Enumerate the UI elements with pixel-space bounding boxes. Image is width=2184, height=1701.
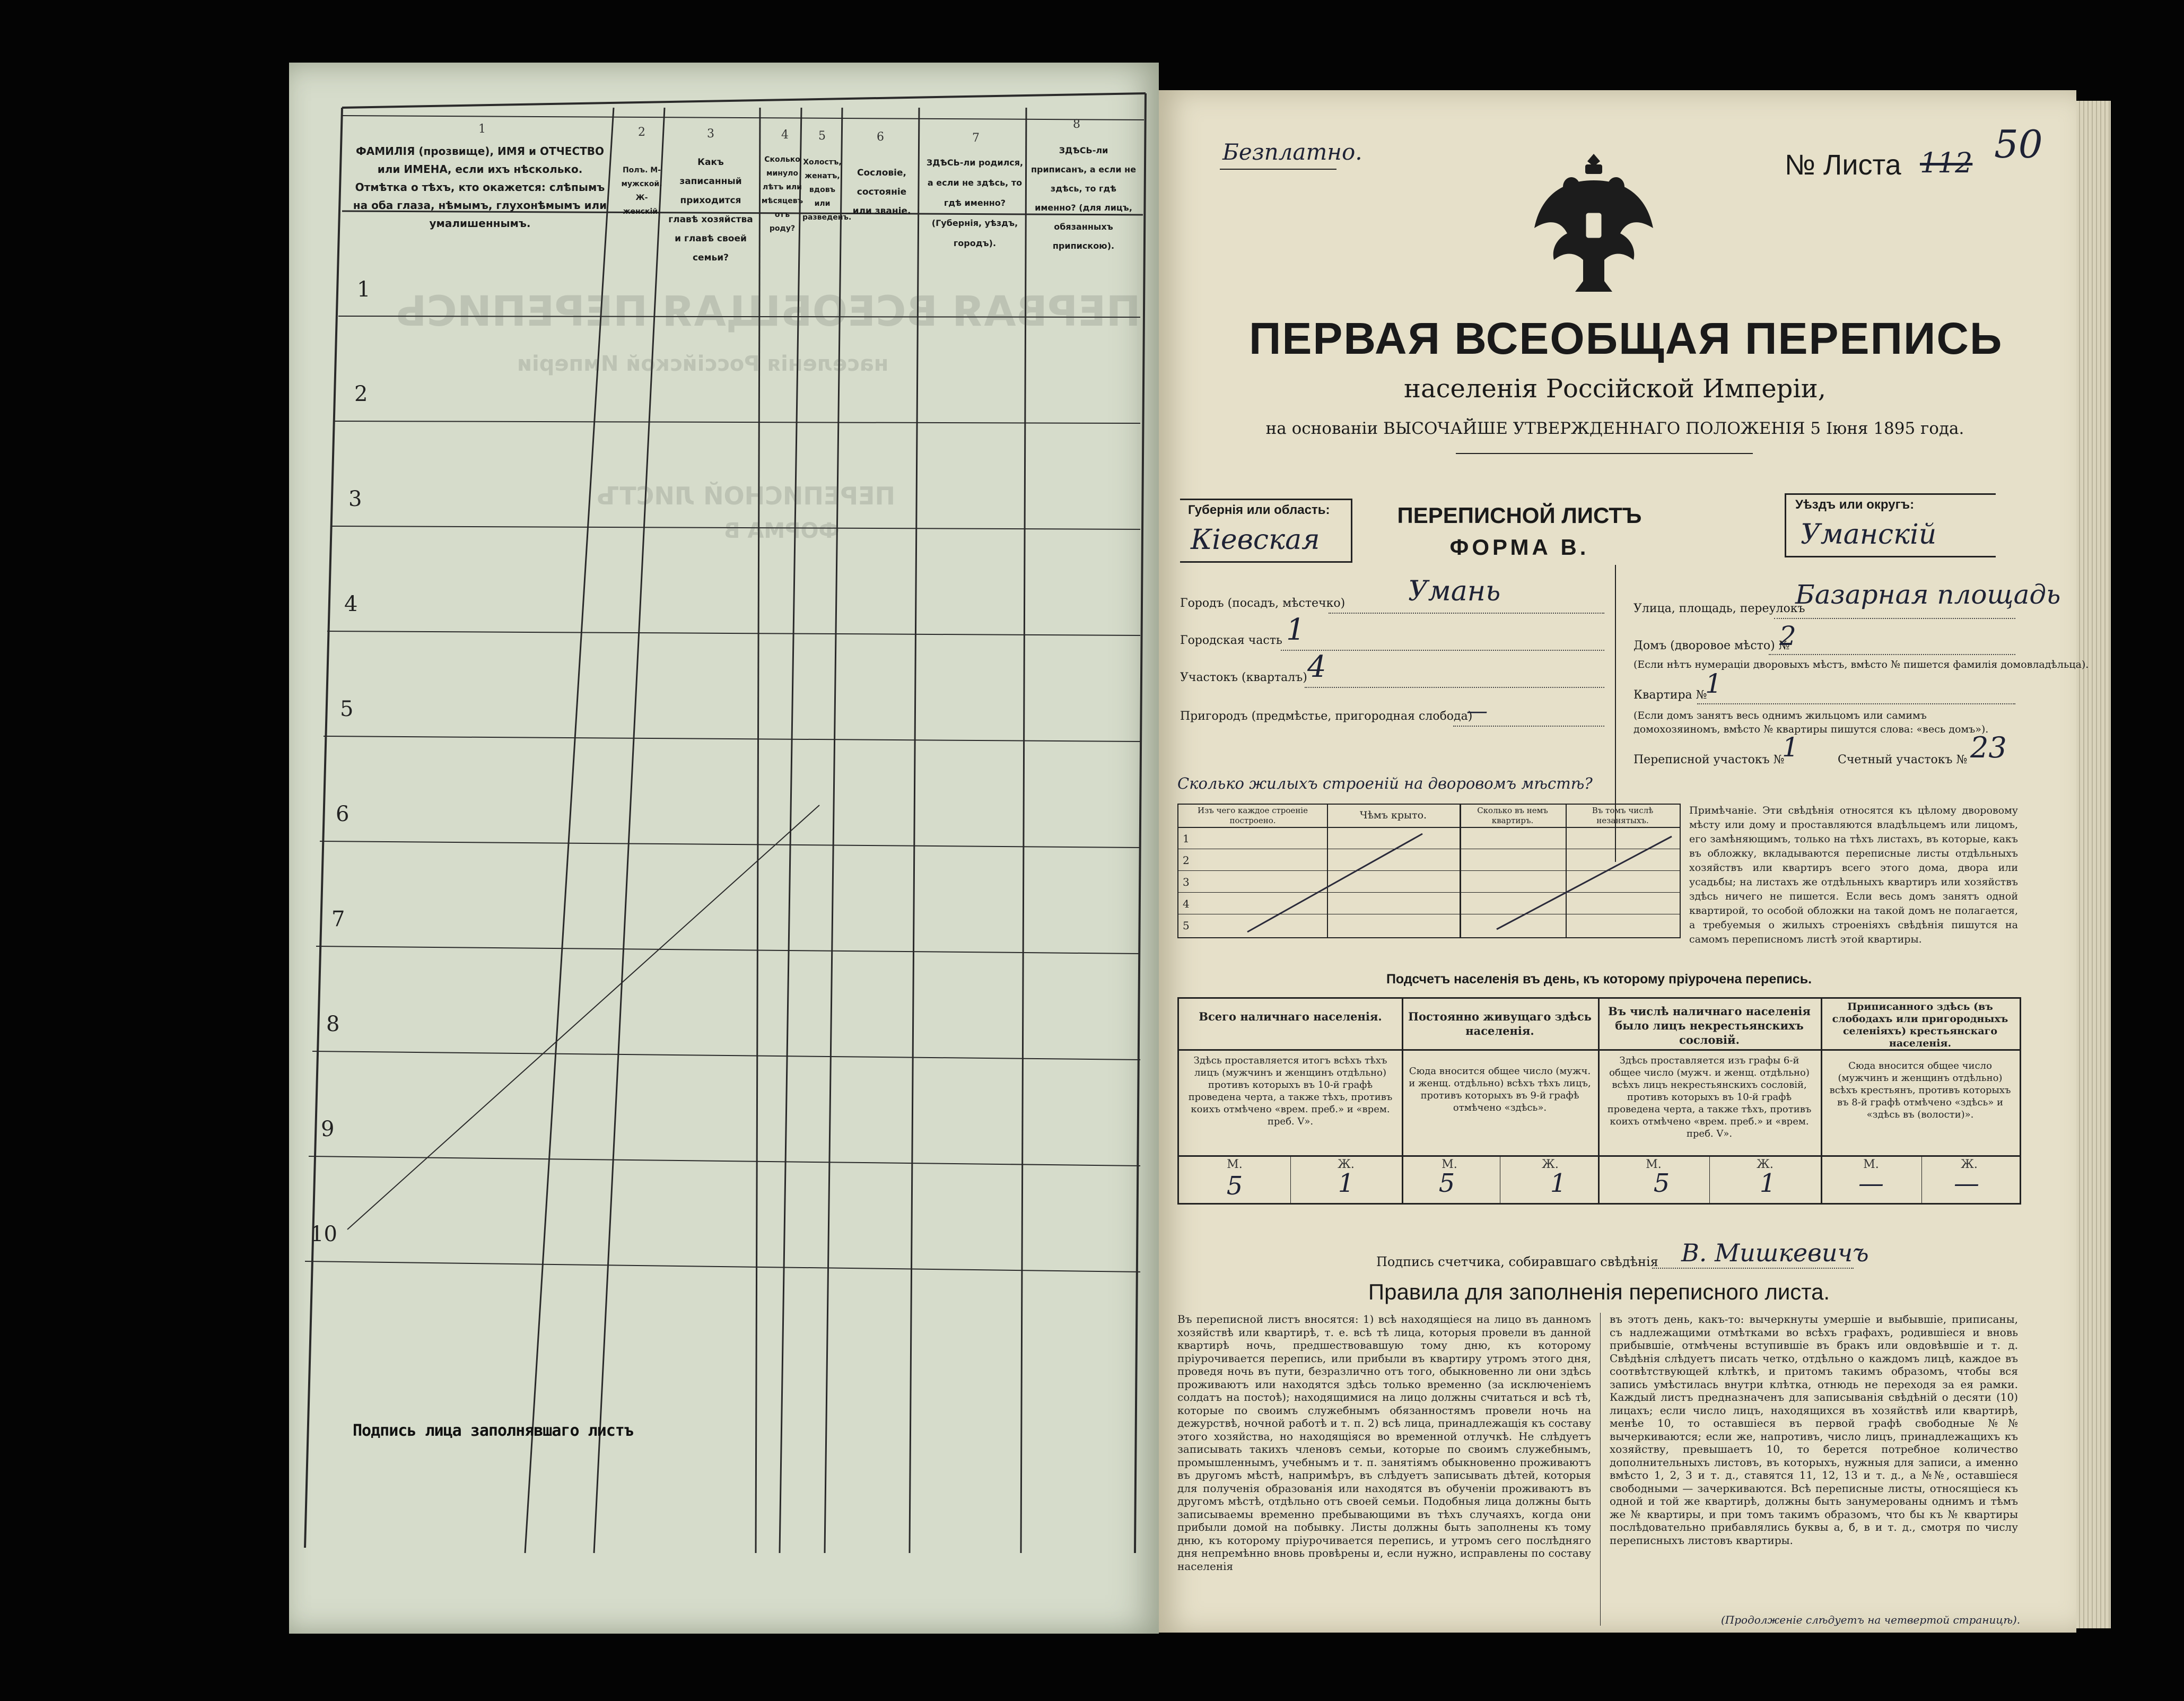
- field-label-city: Городъ (посадъ, мѣстечко): [1180, 597, 1346, 610]
- buildings-row-number: 3: [1183, 876, 1190, 888]
- table-row-line: [320, 841, 1140, 848]
- buildings-row-number: 4: [1183, 897, 1190, 910]
- summary-head-total: Всего наличнаго населенія.: [1199, 1010, 1382, 1023]
- diagonal-pen-stroke: [347, 805, 819, 1229]
- rules-right-column: въ этотъ день, какъ-то: вычеркнуты умершіе и выбывшіе, приписаны, съ надлежащими отмѣтками во всѣхъ графахъ, родившіеся и вновь прибывшіе, отмѣчены вступившіе въ бракъ или овдовѣвшіе и т. д. Свѣдѣнія слѣдуетъ писать четко, отдѣльно о каждомъ лицѣ, каждое въ соотвѣтствующей клѣткѣ, и притомъ такимъ образомъ, чтобы вся запись умѣстилась внутри клѣтка, отнюдь не переходя за ея рамки. Каждый листъ предназначенъ для записыванія свѣдѣній о десяти (10) лицахъ; если число лицъ, находящихся въ хозяйствѣ или квартирѣ, менѣе 10, то оставшіеся въ первой графѣ свободные №№ вычеркиваются; если же, напротивъ, число лицъ, принадлежащихъ къ хозяйству, превышаетъ 10, то берется потребное количество дополнительныхъ листовъ, въ которыхъ, нужныя для записи, а именно вмѣсто 1, 2, 3 и т. д., ставятся 11, 12, 13 и т. д., а №№, оставшіеся свободными — зачеркиваются. Всѣ переписные листы, относящіеся къ одной и той же квартирѣ, должны быть занумерованы однимъ и тѣмъ же № квартиры, и при томъ такимъ образомъ, что бы къ № квартиры послѣдовательно прибавлялись буквы а, б, в и т. д., смотря по числу переписныхъ листовъ квартиры.: [1610, 1313, 2018, 1547]
- buildings-strikethrough: [1178, 805, 1680, 937]
- table-border-top: [342, 93, 1146, 108]
- census-district-value: 1: [1782, 732, 1799, 763]
- ghost-form-subtitle: ФОРМА В: [724, 519, 840, 543]
- header-estate: Сословіе, состояніе или званіе.: [852, 168, 911, 216]
- census-district-label: Переписной участокъ №: [1633, 753, 1785, 766]
- rules-continuation: (Продолженіе слѣдуетъ на четвертой страницѣ).: [1721, 1613, 2021, 1626]
- gubernia-label: Губернія или область:: [1188, 503, 1330, 517]
- buildings-table: [1177, 804, 1681, 938]
- field-line-suburb: [1453, 726, 1604, 727]
- row-number: 10: [310, 1222, 337, 1246]
- column-number: 2: [638, 126, 645, 139]
- count-peasant-m: —: [1858, 1168, 1884, 1198]
- uezd-label: Уѣздъ или округъ:: [1795, 498, 1915, 512]
- summary-body-total: Здѣсь проставляется итогъ всѣхъ тѣхъ лицъ (мужчинъ и женщинъ отдѣльно) противъ которыхъ въ 10-й графѣ проведена черта, а также тѣхъ, противъ коихъ отмѣчено «врем. преб.» и «врем. преб. V».: [1188, 1055, 1393, 1127]
- sex-label-m: М.: [1227, 1158, 1243, 1171]
- form-subtitle: ФОРМА В.: [1449, 535, 1589, 560]
- gubernia-value: Кіевская: [1191, 524, 1320, 556]
- imperial-eagle-emblem: [1530, 149, 1657, 297]
- field-label-suburb: Пригородъ (предмѣстье, пригородная слобода): [1180, 710, 1473, 723]
- summary-body-permanent: Сюда вносится общее число (мужч. и женщ. отдѣльно) всѣхъ тѣхъ лицъ, противъ которыхъ въ 9-й графѣ отмѣчено «здѣсь».: [1409, 1066, 1591, 1113]
- count-peasant-f: —: [1954, 1168, 1979, 1198]
- apartment-value: 1: [1705, 668, 1722, 699]
- house-label: Домъ (дворовое мѣсто) №: [1633, 639, 1790, 652]
- header-birthplace: ЗДѢСЬ-ли родился, а если не здѣсь, то гдѣ именно? (Губернія, уѣздъ, городъ).: [926, 158, 1024, 248]
- house-value: 2: [1779, 621, 1796, 651]
- sheet-label: № Листа: [1785, 149, 1901, 181]
- field-line-city-part: [1281, 650, 1604, 651]
- free-label: Безплатно.: [1222, 139, 1362, 165]
- row-number: 4: [344, 592, 358, 616]
- population-summary-table: [1177, 997, 2021, 1205]
- ghost-form-title: ПЕРЕПИСНОЙ ЛИСТЪ: [597, 482, 895, 510]
- table-row-line: [335, 421, 1140, 423]
- left-page-census-table: [289, 63, 1159, 1634]
- buildings-note: Примѣчаніе. Эти свѣдѣнія относятся къ цѣлому дворовому мѣсту или дому и проставляются владѣльцемъ или лицомъ, его замѣняющимъ, только на тѣхъ листахъ, въ которые, какъ въ обложку, вкладываются переписные листы отдѣльныхъ хозяйствъ или квартиръ всего этого дома, двора или усадьбы; на листахъ же отдѣльныхъ квартиръ или хозяйствъ здѣсь ничего не пишется. Если весь домъ занятъ одной квартирой, то особой обложки на такой домъ не полагается, а требуемыя о жилыхъ строеніяхъ свѣдѣнія пишутся на самомъ переписномъ листѣ этой квартиры.: [1689, 805, 2018, 945]
- table-border-left: [305, 108, 342, 1548]
- street-label: Улица, площадь, переулокъ: [1633, 602, 1805, 615]
- count-nonpeasant-f: 1: [1759, 1168, 1776, 1198]
- summary-head-nonpeasant: Въ числѣ наличнаго населенія было лицъ некрестьянскихъ сословій.: [1608, 1005, 1811, 1046]
- ghost-subtitle: населенія Россійской Имперіи: [517, 352, 889, 376]
- sex-label-f: Ж.: [1961, 1158, 1978, 1171]
- field-line-city: [1329, 613, 1604, 614]
- column-number: 6: [877, 130, 884, 144]
- summary-body-nonpeasant: Здѣсь проставляется изъ графы 6-й общее число (мужч. и женщ. отдѣльно) всѣхъ лицъ некрестьянскихъ сословій, противъ которыхъ въ 10-й графѣ проведена черта, а также тѣхъ, противъ коихъ отмѣчено «врем. преб.» и «врем. преб. V».: [1607, 1055, 1812, 1139]
- buildings-row-number: 1: [1183, 832, 1190, 845]
- table-numbers-divider: [342, 116, 1144, 120]
- rules-left-column: Въ переписной листъ вносятся: 1) всѣ находящіеся на лицо въ данномъ хозяйствѣ или квартирѣ, т. е. всѣ тѣ лица, которыя провели въ данной квартирѣ ночь, предшествовавшую тому дню, къ которому пріурочивается перепись, или прибыли въ квартиру утромъ этого дня, проведя ночь въ пути, безразлично отъ того, обыкновенно ли они здѣсь проживаютъ или находятся здѣсь только временно (за исключеніемъ солдатъ на постоѣ); находящимися на лицо должны считаться и всѣ тѣ, которые по своимъ служебнымъ обязанностямъ провели ночь на дежурствѣ, ночной работѣ и т. п. 2) всѣ лица, принадлежащія къ составу этого хозяйства, но находящіяся во временной отлучкѣ. Не слѣдуетъ записывать такихъ членовъ семьи, которые по своимъ служебнымъ, промышленнымъ, учебнымъ и т. п. занятіямъ обыкновенно проживаютъ въ другомъ мѣстѣ, напримѣръ, въ слѣдуетъ записывать дѣтей, которыя для полученія образованія или находятся въ обученіи проживаютъ въ другомъ мѣстѣ, отдѣльно отъ своей семьи. Подобныя лица должны быть записываемы временно пребывающими въ тѣхъ случаяхъ, когда они прибыли домой на побывку. Листы должны быть заполнены къ тому дню, къ которому пріурочивается перепись, и утромъ сего послѣдняго дня непремѣнно вновь провѣрены и, если нужно, исправлены по составу населенія: [1177, 1313, 1591, 1573]
- header-relation: Какъ записанный приходится главѣ хозяйства и главѣ своей семьи?: [668, 157, 753, 263]
- header-sex: Полъ. М-мужской. Ж-женскій.: [621, 166, 662, 216]
- header-marital: Холостъ, женатъ, вдовъ или разведенъ.: [802, 158, 852, 222]
- row-number: 5: [340, 697, 354, 721]
- left-signature-label: Подпись лица заполнявшаго листъ: [353, 1421, 633, 1440]
- count-total-m: 5: [1226, 1171, 1243, 1201]
- column-number: 8: [1073, 118, 1080, 131]
- rules-column-divider: [1600, 1313, 1601, 1626]
- sex-label-m: М.: [1863, 1158, 1879, 1171]
- street-value: Базарная площадь: [1795, 579, 2061, 610]
- column-number: 1: [478, 123, 486, 136]
- field-value-district: 4: [1307, 650, 1326, 684]
- header-age: Сколько минуло лѣтъ или мѣсяцевъ отъ роду?: [761, 155, 803, 233]
- field-value-suburb: —: [1466, 699, 1488, 723]
- row-number: 7: [331, 907, 345, 931]
- header-registered: ЗДѢСЬ-ли приписанъ, а если не здѣсь, то гдѣ именно? (для лицъ, обязанныхъ припискою).: [1030, 145, 1137, 251]
- document-subtitle: населенія Россійской Имперіи,: [1404, 374, 1826, 404]
- summary-head-peasant: Приписанного здѣсь (въ слободахъ или пригородныхъ селеніяхъ) крестьянскаго населенія.: [1832, 1001, 2008, 1049]
- right-page-census-cover: [1159, 90, 2089, 1633]
- buildings-question: Сколько жилыхъ строеній на дворовомъ мѣстѣ?: [1177, 774, 1593, 792]
- row-number: 9: [321, 1117, 335, 1141]
- table-row-line: [316, 946, 1140, 954]
- corner-number: 50: [1994, 122, 2043, 167]
- free-label-underline: [1220, 169, 1336, 170]
- buildings-header-vacant: Въ томъ числѣ незанятыхъ.: [1592, 806, 1654, 825]
- document-title: ПЕРВАЯ ВСЕОБЩАЯ ПЕРЕПИСЬ: [1249, 313, 2003, 363]
- buildings-header-material: Изъ чего каждое строеніе построено.: [1198, 806, 1308, 825]
- apartment-label: Квартира №: [1633, 688, 1707, 702]
- column-number: 5: [818, 129, 826, 143]
- count-nonpeasant-m: 5: [1653, 1168, 1670, 1198]
- table-row-line: [309, 1156, 1140, 1166]
- sheet-number: 112: [1920, 147, 1973, 179]
- field-label-district: Участокъ (кварталъ): [1180, 671, 1307, 684]
- counter-signature-label: Подпись счетчика, собиравшаго свѣдѣнія: [1376, 1254, 1658, 1269]
- row-number: 2: [354, 382, 368, 406]
- row-number: 1: [357, 277, 371, 302]
- apartment-line: [1697, 703, 2015, 704]
- summary-title: Подсчетъ населенія въ день, къ которому пріурочена перепись.: [1386, 972, 1812, 987]
- summary-head-permanent: Постоянно живущаго здѣсь населенія.: [1408, 1010, 1592, 1037]
- summary-body-peasant: Сюда вносится общее число (мужчинъ и женщинъ отдѣльно) всѣхъ крестьянъ, противъ которыхъ въ 8-й графѣ отмѣчено «здѣсь» и «здѣсь въ (волости)».: [1829, 1060, 2011, 1120]
- field-label-city-part: Городская часть: [1180, 634, 1282, 647]
- apartment-note: (Если домъ занятъ весь однимъ жильцомъ или самимъ домохозяиномъ, вмѣсто № квартиры пишутся слова: «весь домъ»).: [1633, 710, 1989, 735]
- row-number: 3: [348, 487, 362, 511]
- counter-signature: В. Мишкевичъ: [1681, 1238, 1869, 1267]
- buildings-header-apartments: Сколько въ немъ квартиръ.: [1477, 806, 1548, 825]
- count-permanent-m: 5: [1438, 1168, 1455, 1198]
- column-number: 7: [972, 132, 980, 145]
- table-row-line: [327, 631, 1140, 635]
- sex-label-m: М.: [1646, 1158, 1662, 1171]
- header-name: ФАМИЛІЯ (прозвище), ИМЯ и ОТЧЕСТВО или ИМЕНА, если ихъ нѣсколько. Отмѣтка о тѣхъ, кто окажется: слѣпымъ на оба глаза, нѣмымъ, глухонѣмымъ или умалишеннымъ.: [353, 145, 607, 230]
- field-line-district: [1305, 687, 1604, 688]
- uezd-value: Уманскій: [1801, 519, 1937, 551]
- count-permanent-f: 1: [1550, 1168, 1567, 1198]
- counting-district-label: Счетный участокъ №: [1838, 753, 1968, 766]
- sex-label-m: М.: [1442, 1158, 1457, 1171]
- table-row-line: [324, 736, 1140, 742]
- title-divider: [1456, 453, 1753, 454]
- form-title: ПЕРЕПИСНОЙ ЛИСТЪ: [1397, 503, 1642, 528]
- field-value-city-part: 1: [1286, 613, 1305, 647]
- sex-label-f: Ж.: [1338, 1158, 1355, 1171]
- street-line: [1774, 618, 2015, 619]
- row-number: 6: [336, 802, 350, 826]
- sex-label-f: Ж.: [1757, 1158, 1774, 1171]
- sex-label-f: Ж.: [1542, 1158, 1559, 1171]
- table-row-line: [312, 1051, 1140, 1060]
- document-basis: на основаніи ВЫСОЧАЙШЕ УТВЕРЖДЕННАГО ПОЛОЖЕНІЯ 5 Іюня 1895 года.: [1265, 419, 1964, 438]
- buildings-row-number: 5: [1183, 919, 1190, 932]
- table-row-line: [305, 1261, 1140, 1272]
- column-number: 4: [781, 128, 789, 142]
- count-total-f: 1: [1338, 1168, 1355, 1198]
- buildings-header-roof: Чѣмъ крыто.: [1359, 809, 1427, 821]
- counter-signature-line: [1652, 1268, 1854, 1269]
- rules-title: Правила для заполненія переписного листа.: [1368, 1279, 1830, 1304]
- buildings-row-number: 2: [1183, 854, 1190, 867]
- ghost-title: ПЕРВАЯ ВСЕОБЩАЯ ПЕРЕПИСЬ: [395, 288, 1141, 336]
- house-line: [1769, 654, 2015, 655]
- column-number: 3: [707, 127, 714, 141]
- field-value-city: Умань: [1408, 575, 1501, 607]
- row-number: 8: [326, 1012, 340, 1036]
- house-note: (Если нѣтъ нумераціи дворовыхъ мѣстъ, вмѣсто № пишется фамилія домовладѣльца).: [1633, 659, 2089, 670]
- counting-district-value: 23: [1970, 731, 2007, 764]
